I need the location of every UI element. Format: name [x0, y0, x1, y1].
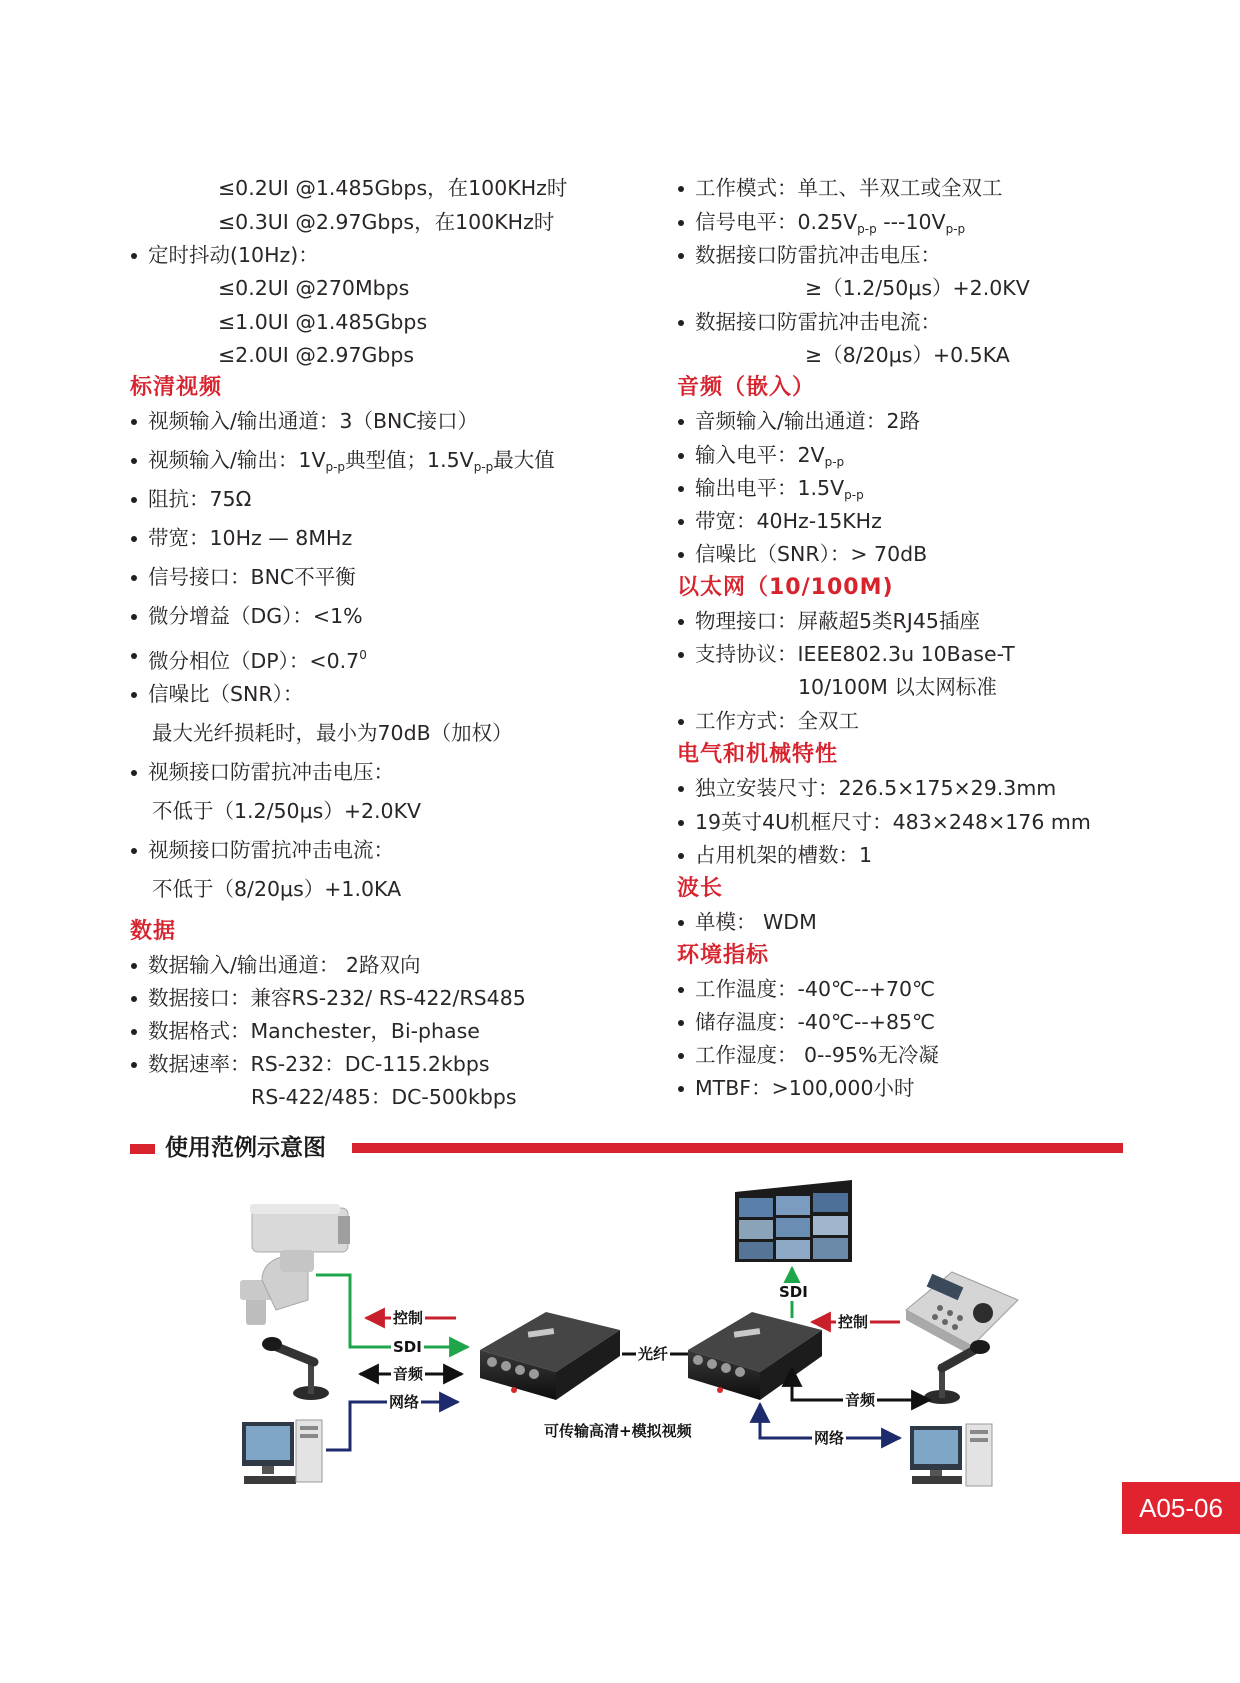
level-sub1: p-p — [857, 222, 877, 236]
data-surge-i-label: 数据接口防雷抗冲击电流： — [695, 310, 941, 334]
io-level-suffix: 最大值 — [493, 448, 555, 472]
jitter-line-5: ≤2.0UI @2.97Gbps — [218, 343, 415, 367]
environment-humidity: 工作湿度： 0--95%无冷凝 — [695, 1043, 939, 1067]
control-left-label: 控制 — [393, 1309, 424, 1327]
mechanical-standalone: 独立安装尺寸：226.5×175×29.3mm — [695, 776, 1057, 800]
fiber-transmitter-icon — [480, 1312, 620, 1400]
sd-video-dp — [148, 641, 367, 675]
sd-video-bandwidth: 带宽：10Hz — 8MHz — [148, 526, 353, 550]
sd-video-surge-v-value: 不低于（1.2/50μs）+2.0KV — [152, 799, 422, 823]
audio-output-level — [695, 474, 864, 509]
environment-heading: 环境指标 — [677, 943, 770, 968]
audio-right-label: 音频 — [845, 1391, 876, 1409]
data-interface: 数据接口：兼容RS-232/ RS-422/RS485 — [148, 986, 526, 1010]
wavelength-heading: 波长 — [677, 876, 724, 901]
sd-video-interface: 信号接口：BNC不平衡 — [148, 565, 356, 589]
dp-sup: 0 — [359, 648, 367, 662]
sd-video-snr-label: 信噪比（SNR）： — [148, 682, 304, 706]
sd-video-channels: 视频输入/输出通道：3（BNC接口） — [148, 409, 479, 433]
sd-video-impedance: 阻抗：75Ω — [148, 487, 252, 511]
video-wall-icon — [735, 1180, 852, 1262]
data-heading: 数据 — [130, 919, 177, 944]
sd-video-surge-i-label: 视频接口防雷抗冲击电流： — [148, 838, 394, 862]
ethernet-interface: 物理接口：屏蔽超5类RJ45插座 — [695, 609, 980, 633]
audio-bandwidth: 带宽：40Hz-15KHz — [695, 509, 882, 533]
usage-section-title: 使用范例示意图 — [165, 1135, 326, 1161]
network-right-arrow — [760, 1404, 900, 1438]
audio-left-label: 音频 — [393, 1365, 424, 1383]
audio-channels: 音频输入/输出通道：2路 — [695, 409, 920, 433]
data-format: 数据格式：Manchester，Bi-phase — [148, 1019, 480, 1043]
audio-in-prefix: 输入电平：2V — [695, 443, 825, 467]
computer-icon — [242, 1420, 322, 1484]
sdi-left-arrow — [316, 1275, 468, 1347]
mechanical-rack: 19英寸4U机框尺寸：483×248×176 mm — [695, 810, 1091, 834]
sd-video-heading: 标清视频 — [130, 375, 223, 400]
section-bar-left — [130, 1144, 155, 1154]
data-channels: 数据输入/输出通道： 2路双向 — [148, 953, 421, 977]
data-rate-2: RS-422/485：DC-500kbps — [251, 1085, 517, 1109]
dp-prefix: 微分相位（DP）：<0.7 — [148, 649, 360, 673]
mechanical-slots: 占用机架的槽数：1 — [695, 843, 873, 867]
page-number-badge: A05-06 — [1122, 1482, 1240, 1534]
network-left-arrow — [326, 1402, 458, 1450]
data-surge-v-label: 数据接口防雷抗冲击电压： — [695, 243, 941, 267]
ethernet-protocol-1: 支持协议：IEEE802.3u 10Base-T — [695, 642, 1015, 666]
ethernet-mode: 工作方式：全双工 — [695, 709, 859, 733]
sdi-right-label: SDI — [779, 1283, 808, 1301]
microphone-icon — [262, 1337, 329, 1400]
sd-video-surge-i-value: 不低于（8/20μs）+1.0KA — [152, 877, 402, 901]
environment-mtbf: MTBF：>100,000小时 — [695, 1076, 915, 1100]
audio-input-level — [695, 441, 844, 476]
level-prefix: 信号电平：0.25V — [695, 210, 858, 234]
jitter-line-2: ≤0.3UI @2.97Gbps，在100KHz时 — [218, 210, 555, 234]
sd-video-snr-value: 最大光纤损耗时，最小为70dB（加权） — [152, 721, 513, 745]
ptz-keyboard-icon — [906, 1272, 1018, 1356]
wavelength-single-mode: 单模： WDM — [695, 910, 817, 934]
ethernet-protocol-2: 10/100M 以太网标准 — [798, 675, 997, 699]
diagram-caption: 可传输高清+模拟视频 — [544, 1422, 692, 1440]
jitter-line-1: ≤0.2UI @1.485Gbps，在100KHz时 — [218, 176, 568, 200]
network-right-label: 网络 — [814, 1429, 845, 1447]
audio-heading: 音频（嵌入） — [677, 375, 816, 400]
data-level — [695, 208, 965, 243]
io-level-prefix: 视频输入/输出：1V — [148, 448, 326, 472]
audio-in-sub: p-p — [824, 455, 845, 469]
io-level-mid: 典型值；1.5V — [345, 448, 474, 472]
network-left-label: 网络 — [389, 1393, 420, 1411]
level-mid: ---10V — [876, 210, 946, 234]
section-bar-right — [352, 1143, 1123, 1153]
sd-video-surge-v-label: 视频接口防雷抗冲击电压： — [148, 760, 394, 784]
ptz-camera-icon — [240, 1204, 350, 1325]
io-level-sub2: p-p — [473, 460, 494, 474]
ethernet-heading: 以太网（10/100M) — [677, 575, 894, 600]
timing-jitter-label: 定时抖动(10Hz)： — [148, 243, 319, 267]
io-level-sub1: p-p — [325, 460, 346, 474]
audio-out-sub: p-p — [844, 488, 864, 502]
control-right-label: 控制 — [838, 1313, 869, 1331]
audio-right-arrow — [792, 1368, 930, 1400]
fiber-label: 光纤 — [638, 1345, 669, 1363]
data-surge-v-value: ≥（1.2/50μs）+2.0KV — [805, 276, 1030, 300]
sd-video-io-level — [148, 446, 555, 481]
sd-video-dg: 微分增益（DG）：<1% — [148, 604, 363, 628]
jitter-line-4: ≤1.0UI @1.485Gbps — [218, 310, 428, 334]
sdi-left-label: SDI — [393, 1338, 422, 1356]
environment-work-temp: 工作温度：-40℃--+70℃ — [695, 977, 936, 1001]
data-rate-1: 数据速率：RS-232：DC-115.2kbps — [148, 1052, 490, 1076]
mechanical-heading: 电气和机械特性 — [677, 742, 839, 767]
data-mode: 工作模式：单工、半双工或全双工 — [695, 176, 1003, 200]
jitter-line-3: ≤0.2UI @270Mbps — [218, 276, 410, 300]
level-sub2: p-p — [945, 222, 966, 236]
audio-out-prefix: 输出电平：1.5V — [695, 476, 845, 500]
environment-storage-temp: 储存温度：-40℃--+85℃ — [695, 1010, 936, 1034]
computer-right-icon — [910, 1424, 992, 1486]
fiber-receiver-icon — [688, 1312, 822, 1400]
data-surge-i-value: ≥（8/20μs）+0.5KA — [805, 343, 1010, 367]
microphone-right-icon — [924, 1340, 990, 1404]
audio-snr: 信噪比（SNR）：> 70dB — [695, 542, 928, 566]
